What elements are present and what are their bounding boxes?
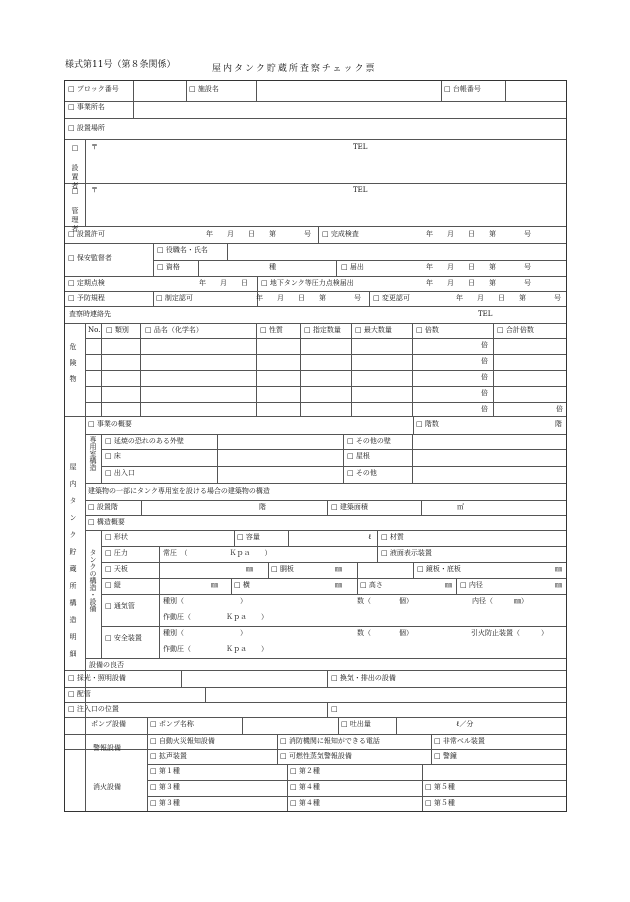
alarm-label: 警報設備 bbox=[93, 744, 121, 752]
rule bbox=[377, 530, 378, 546]
location-field[interactable]: □ 設置場所 bbox=[68, 124, 105, 132]
check-form bbox=[64, 80, 567, 812]
multiple-unit-5: 倍 bbox=[481, 405, 488, 413]
install-permit-field[interactable]: □ 設置許可 bbox=[68, 230, 105, 238]
rule bbox=[85, 139, 86, 226]
inspection-contact-label: 査察時連絡先 bbox=[69, 310, 111, 318]
structure-detail-label: 屋内タンク貯蔵所構造明細 bbox=[69, 463, 77, 667]
capacity-field[interactable]: □ 容量 bbox=[237, 533, 260, 541]
discharge-field[interactable]: □ 吐出量 bbox=[341, 720, 371, 728]
rule bbox=[287, 764, 288, 811]
vent-diameter-text: 内径（ ㎜） bbox=[472, 597, 528, 605]
rule bbox=[101, 466, 566, 467]
rule bbox=[65, 139, 566, 140]
structure-summary-field[interactable]: □ 構造概要 bbox=[88, 518, 125, 526]
multiple-unit-3: 倍 bbox=[481, 373, 488, 381]
rule bbox=[141, 500, 142, 515]
completion-date: 年 月 日 第 号 bbox=[426, 230, 531, 238]
dedicated-room-label: 専用室構造 bbox=[89, 436, 97, 471]
rule bbox=[413, 416, 414, 434]
rule bbox=[147, 780, 566, 781]
auto-fire-alarm-field[interactable]: □ 自動火災報知設備 bbox=[150, 737, 215, 745]
rule bbox=[256, 81, 257, 101]
rule bbox=[277, 734, 278, 764]
owner-postal-label: 〒 bbox=[91, 143, 98, 151]
safety-pressure-text: 作動圧（ Ｋｐａ ） bbox=[163, 645, 268, 653]
rule bbox=[85, 530, 566, 531]
inner-diameter-field[interactable]: □ 内径 bbox=[460, 581, 483, 589]
rule bbox=[336, 260, 337, 276]
col-designated-qty[interactable]: □ 指定数量 bbox=[304, 326, 341, 334]
facility-name-field[interactable]: □ 施設名 bbox=[189, 85, 219, 93]
rule bbox=[85, 483, 566, 484]
rule bbox=[85, 658, 566, 659]
rule bbox=[85, 500, 566, 501]
rule bbox=[140, 323, 141, 416]
rule bbox=[147, 764, 566, 765]
rule bbox=[234, 530, 235, 546]
rule bbox=[153, 260, 566, 261]
class3-field-a[interactable]: □ 第３種 bbox=[150, 783, 180, 791]
class5-field-b[interactable]: □ 第５種 bbox=[425, 799, 455, 807]
rule bbox=[65, 687, 566, 688]
other-field[interactable]: □ その他 bbox=[347, 469, 377, 477]
owner-field[interactable]: □ 設置者 bbox=[71, 144, 79, 191]
vapor-alarm-field[interactable]: □ 可燃性蒸気警報設備 bbox=[280, 752, 352, 760]
col-product-name[interactable]: □ 品名（化学名） bbox=[145, 326, 203, 334]
vent-pipe-field[interactable]: □ 通気管 bbox=[105, 602, 135, 610]
rule bbox=[153, 243, 154, 276]
class3-field-b[interactable]: □ 第３種 bbox=[150, 799, 180, 807]
rule bbox=[327, 702, 328, 717]
discharge-unit: ℓ／分 bbox=[456, 720, 474, 728]
rule bbox=[101, 323, 102, 416]
end-plate-unit: ㎜ bbox=[555, 565, 562, 573]
change-date: 年 月 日 第 号 bbox=[456, 294, 561, 302]
rule bbox=[505, 81, 506, 101]
block-number-field[interactable]: □ ブロック番号 bbox=[68, 85, 119, 93]
rule bbox=[101, 546, 566, 547]
height-unit: ㎜ bbox=[445, 581, 452, 589]
pressure-field[interactable]: □ 圧力 bbox=[105, 549, 128, 557]
rule bbox=[227, 243, 228, 260]
rule bbox=[85, 434, 566, 435]
rule bbox=[65, 734, 566, 735]
rule bbox=[456, 578, 457, 594]
rule bbox=[198, 260, 199, 276]
end-plate-field[interactable]: □ 鏡板・底板 bbox=[417, 565, 461, 573]
underground-tank-field[interactable]: □ 地下タンク等圧力点検届出 bbox=[261, 279, 354, 287]
rule bbox=[65, 226, 566, 227]
top-plate-field[interactable]: □ 天板 bbox=[105, 565, 128, 573]
vent-count-text: 数（ 個） bbox=[357, 597, 413, 605]
floors-unit: 階 bbox=[555, 420, 562, 428]
rule bbox=[412, 434, 413, 483]
rule bbox=[327, 500, 328, 515]
rule bbox=[186, 81, 187, 101]
ledger-number-field[interactable]: □ 台帳番号 bbox=[444, 85, 481, 93]
col-max-qty[interactable]: □ 最大数量 bbox=[355, 326, 392, 334]
install-floor-unit: 階 bbox=[259, 503, 266, 511]
rule bbox=[159, 562, 160, 578]
vent-type-text: 種別（ ） bbox=[163, 597, 247, 605]
loudspeaker-field[interactable]: □ 拡声装置 bbox=[150, 752, 187, 760]
rule bbox=[205, 687, 206, 702]
rule bbox=[357, 578, 358, 594]
qualification-field[interactable]: □ 資格 bbox=[157, 263, 180, 271]
hazardous-material-label: 危険物 bbox=[69, 343, 77, 391]
safety-type-text: 種別（ ） bbox=[163, 629, 247, 637]
pump-label: ポンプ設備 bbox=[91, 720, 126, 728]
rule bbox=[159, 546, 160, 562]
fire-phone-field[interactable]: □ 消防機関に報知ができる電話 bbox=[280, 737, 380, 745]
multiple-unit-2: 倍 bbox=[481, 357, 488, 365]
rule bbox=[101, 578, 566, 579]
rule bbox=[85, 515, 566, 516]
rule bbox=[65, 670, 566, 671]
entrance-field[interactable]: □ 出入口 bbox=[105, 469, 135, 477]
capacity-unit: ℓ bbox=[368, 533, 372, 541]
rule bbox=[101, 449, 566, 450]
pump-name-field[interactable]: □ ポンプ名称 bbox=[150, 720, 194, 728]
normal-pressure-text: 常圧 （ Ｋｐａ ） bbox=[163, 549, 272, 557]
rule bbox=[318, 226, 319, 243]
col-total-multiple[interactable]: □ 合計倍数 bbox=[497, 326, 534, 334]
class5-field-a[interactable]: □ 第５種 bbox=[425, 783, 455, 791]
flame-arrester-text: 引火防止装置（ ） bbox=[471, 629, 548, 637]
completion-inspection-field[interactable]: □ 完成検査 bbox=[322, 230, 359, 238]
enactment-approval-field[interactable]: □ 制定認可 bbox=[156, 294, 193, 302]
rule bbox=[101, 530, 102, 658]
rule bbox=[396, 717, 397, 734]
rule bbox=[300, 323, 301, 416]
underground-date: 年 月 日 第 号 bbox=[426, 279, 531, 287]
rule bbox=[413, 562, 414, 578]
rule bbox=[65, 243, 566, 244]
rule bbox=[288, 530, 289, 546]
shell-plate-unit: ㎜ bbox=[335, 565, 342, 573]
inlet-box[interactable]: □ bbox=[331, 705, 338, 713]
rule bbox=[338, 717, 339, 734]
rule bbox=[369, 291, 370, 306]
tank-structure-label: タンクの構造・設備 bbox=[89, 549, 97, 612]
rule bbox=[85, 416, 86, 811]
rule bbox=[85, 323, 86, 416]
shell-plate-field[interactable]: □ 胴板 bbox=[271, 565, 294, 573]
class4-field-b[interactable]: □ 第４種 bbox=[290, 799, 320, 807]
col-no: No. bbox=[88, 326, 101, 334]
area-unit: ㎡ bbox=[457, 503, 464, 511]
rule bbox=[65, 416, 566, 417]
periodic-date: 年 月 日 bbox=[199, 279, 248, 287]
building-structure-label: 建築物の一部にタンク専用室を設ける場合の建築物の構造 bbox=[88, 487, 270, 495]
rule bbox=[153, 291, 154, 306]
install-floor-field[interactable]: □ 設置階 bbox=[88, 503, 118, 511]
rule bbox=[351, 323, 352, 416]
rule bbox=[65, 702, 566, 703]
change-approval-field[interactable]: □ 変更認可 bbox=[373, 294, 410, 302]
security-supervisor-field[interactable]: □ 保安監督者 bbox=[68, 254, 112, 262]
rule bbox=[65, 717, 566, 718]
rule bbox=[231, 578, 232, 594]
class1-field[interactable]: □ 第１種 bbox=[150, 767, 180, 775]
rule bbox=[159, 578, 160, 594]
col-multiple[interactable]: □ 倍数 bbox=[416, 326, 439, 334]
vent-pressure-text: 作動圧（ Ｋｐａ ） bbox=[163, 613, 268, 621]
notification-date: 年 月 日 第 号 bbox=[426, 263, 531, 271]
material-field[interactable]: □ 材質 bbox=[381, 533, 404, 541]
rule bbox=[65, 276, 566, 277]
form-title: 屋内タンク貯蔵所査察チェック票 bbox=[212, 64, 377, 74]
inlet-position-field[interactable]: □ 注入口の位置 bbox=[68, 705, 119, 713]
rule bbox=[101, 434, 102, 483]
rule bbox=[133, 101, 134, 118]
rule bbox=[268, 562, 269, 578]
business-name-field[interactable]: □ 事業所名 bbox=[68, 103, 105, 111]
prevention-rules-field[interactable]: □ 予防規程 bbox=[68, 294, 105, 302]
form-number: 様式第11号（第８条関係） bbox=[65, 60, 176, 70]
manager-tel-label: TEL bbox=[353, 186, 368, 194]
building-area-field[interactable]: □ 建築面積 bbox=[331, 503, 368, 511]
class4-field-a[interactable]: □ 第４種 bbox=[290, 783, 320, 791]
safety-device-field[interactable]: □ 安全装置 bbox=[105, 634, 142, 642]
install-permit-date: 年 月 日 第 号 bbox=[206, 230, 311, 238]
col-category[interactable]: □ 類別 bbox=[106, 326, 129, 334]
height-field[interactable]: □ 高さ bbox=[360, 581, 383, 589]
rule bbox=[217, 434, 218, 483]
rule bbox=[65, 101, 566, 102]
shape-field[interactable]: □ 形状 bbox=[105, 533, 128, 541]
alarm-bell-field[interactable]: □ 警鐘 bbox=[434, 752, 457, 760]
rule bbox=[65, 291, 566, 292]
rule bbox=[441, 81, 442, 101]
rule bbox=[65, 183, 566, 184]
class-label: 種 bbox=[269, 263, 276, 271]
rule bbox=[101, 562, 566, 563]
contact-tel-label: TEL bbox=[478, 310, 493, 318]
emergency-bell-field[interactable]: □ 非常ベル装置 bbox=[434, 737, 485, 745]
rule bbox=[343, 434, 344, 483]
periodic-inspection-field[interactable]: □ 定期点検 bbox=[68, 279, 105, 287]
rule bbox=[256, 323, 257, 416]
multiple-unit-1: 倍 bbox=[481, 341, 488, 349]
rule bbox=[65, 749, 566, 750]
business-summary-field[interactable]: □ 事業の概要 bbox=[88, 420, 132, 428]
rule bbox=[101, 626, 566, 627]
ventilation-field[interactable]: □ 換気・排出の設備 bbox=[331, 674, 396, 682]
fire-ext-label: 消火設備 bbox=[93, 783, 121, 791]
top-plate-unit: ㎜ bbox=[246, 565, 253, 573]
safety-count-text: 数（ 個） bbox=[357, 629, 413, 637]
manager-postal-label: 〒 bbox=[91, 186, 98, 194]
rule bbox=[412, 323, 413, 416]
manager-field[interactable]: □ 管理者 bbox=[71, 187, 79, 234]
width-unit: ㎜ bbox=[335, 581, 342, 589]
rule bbox=[147, 796, 566, 797]
floors-field[interactable]: □ 階数 bbox=[416, 420, 439, 428]
other-wall-field[interactable]: □ その他の壁 bbox=[347, 437, 391, 445]
length-unit: ㎜ bbox=[211, 581, 218, 589]
rule bbox=[422, 764, 423, 811]
floor-field[interactable]: □ 床 bbox=[105, 452, 121, 460]
col-property[interactable]: □ 性質 bbox=[260, 326, 283, 334]
roof-field[interactable]: □ 屋根 bbox=[347, 452, 370, 460]
piping-field[interactable]: □ 配管 bbox=[68, 690, 91, 698]
rule bbox=[421, 500, 422, 515]
rule bbox=[65, 306, 566, 307]
rule bbox=[357, 562, 358, 578]
level-indicator-field[interactable]: □ 液面表示装置 bbox=[381, 549, 432, 557]
length-field[interactable]: □ 縦 bbox=[105, 581, 121, 589]
equipment-label: 設備の良否 bbox=[89, 661, 124, 669]
rule bbox=[65, 118, 566, 119]
class2-field[interactable]: □ 第２種 bbox=[290, 767, 320, 775]
inner-diameter-unit: ㎜ bbox=[555, 581, 562, 589]
rule bbox=[327, 670, 328, 687]
total-multiple-unit: 倍 bbox=[556, 405, 563, 413]
notification-field[interactable]: □ 届出 bbox=[341, 263, 364, 271]
rule bbox=[133, 81, 134, 101]
rule bbox=[431, 734, 432, 764]
lighting-field[interactable]: □ 採光・照明設備 bbox=[68, 674, 126, 682]
rule bbox=[242, 717, 243, 734]
width-field[interactable]: □ 横 bbox=[234, 581, 250, 589]
rule bbox=[147, 717, 148, 811]
rule bbox=[159, 594, 160, 658]
rule bbox=[377, 546, 378, 562]
rule bbox=[493, 323, 494, 416]
multiple-unit-4: 倍 bbox=[481, 389, 488, 397]
enactment-date: 年 月 日 第 号 bbox=[256, 294, 361, 302]
owner-tel-label: TEL bbox=[353, 143, 368, 151]
fire-wall-field[interactable]: □ 延焼の恐れのある外壁 bbox=[105, 437, 184, 445]
rule bbox=[181, 670, 182, 687]
title-name-field[interactable]: □ 役職名・氏名 bbox=[157, 246, 208, 254]
rule bbox=[101, 594, 566, 595]
